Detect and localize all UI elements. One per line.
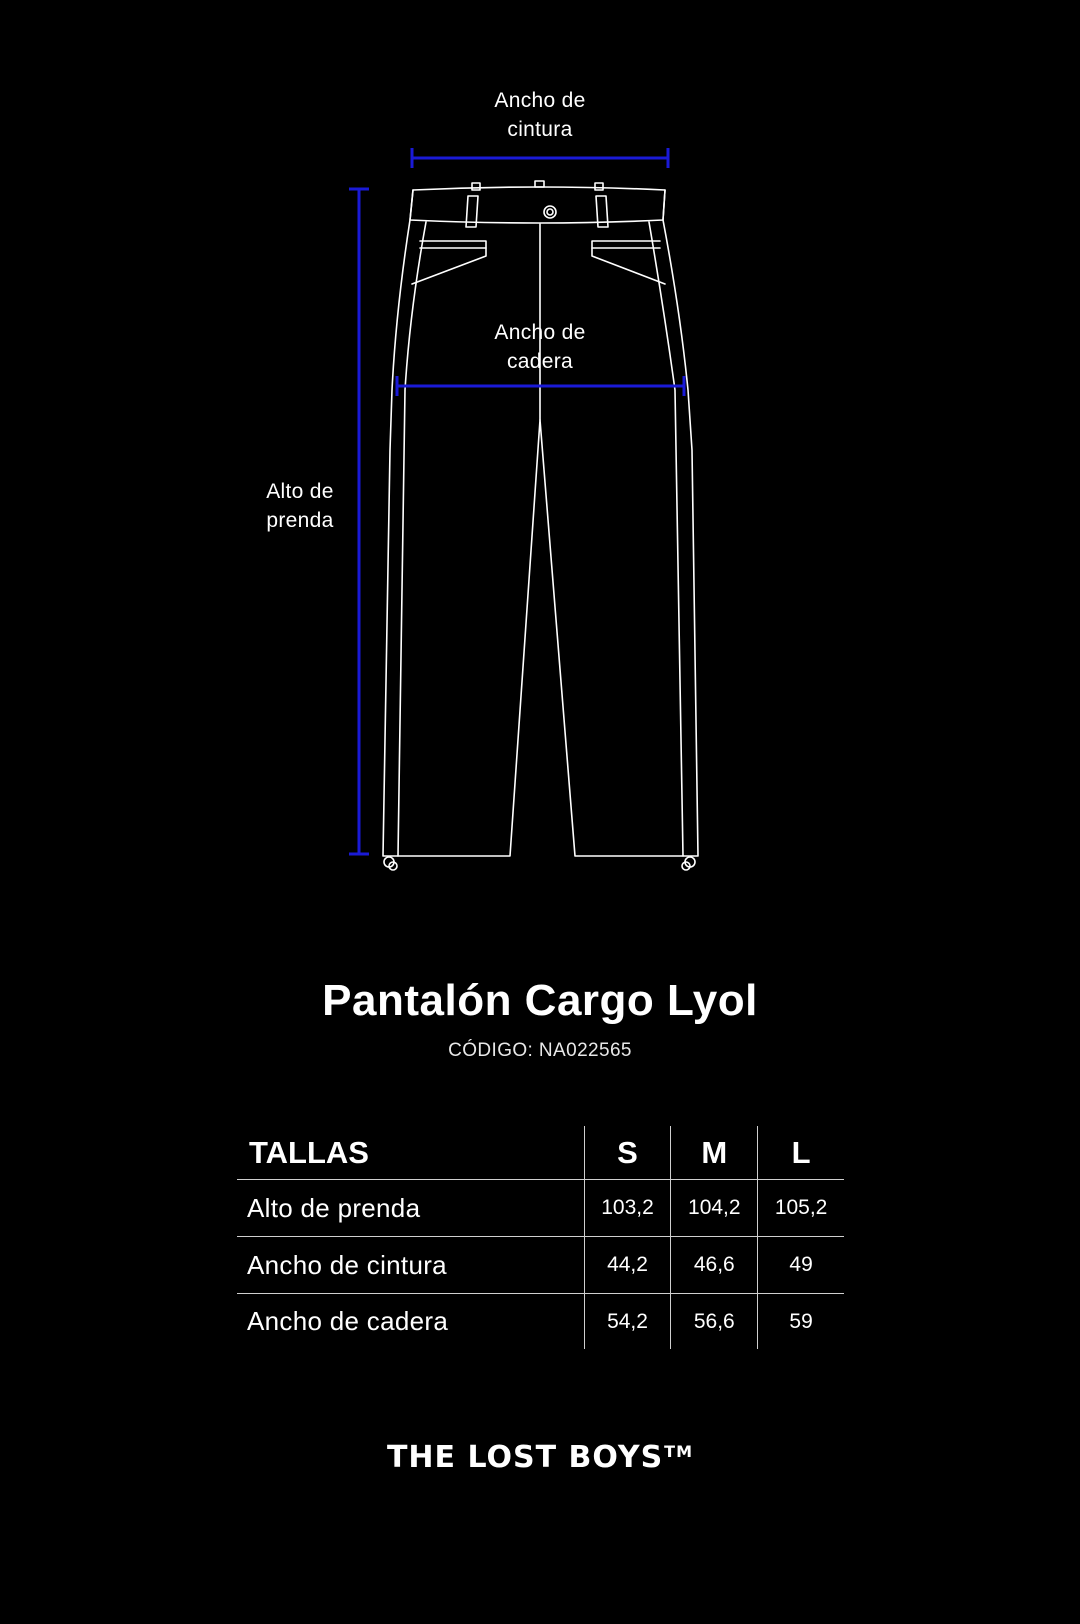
brand-logo [0,1438,1080,1478]
product-code: CÓDIGO: NA022565 [448,1040,632,1061]
trademark-mark: TM [664,1442,694,1461]
waist-width-label: Ancho de cintura [494,89,586,141]
size-l-header: L [758,1126,844,1180]
cell-value: 46,6 [671,1237,758,1294]
brand-name: THE LOST BOYS [386,1440,664,1475]
cell-value: 103,2 [584,1180,671,1237]
size-s-header: S [584,1126,671,1180]
table-row [237,1294,844,1350]
size-table [237,1126,844,1349]
waistband-outline [410,187,665,223]
table-row [237,1237,844,1294]
cell-value: 56,6 [671,1294,758,1350]
button-icon [544,206,556,218]
row-label: Ancho de cadera [247,1306,449,1336]
table-row [237,1180,844,1237]
product-title: Pantalón Cargo Lyol [322,976,758,1025]
garment-length-label: Alto de prenda [266,480,334,532]
cell-value: 54,2 [584,1294,671,1350]
row-label: Alto de prenda [237,1180,584,1237]
cell-value: 105,2 [758,1180,844,1237]
row-label: Ancho de cintura [237,1237,584,1294]
hip-width-label: Ancho de cadera [494,321,586,373]
size-table-header [237,1126,844,1180]
size-m-header: M [671,1126,758,1180]
cell-value: 49 [758,1237,844,1294]
sizes-header-label: TALLAS [237,1126,584,1180]
cell-value: 44,2 [584,1237,671,1294]
cell-value: 104,2 [671,1180,758,1237]
cell-value: 59 [758,1294,844,1350]
